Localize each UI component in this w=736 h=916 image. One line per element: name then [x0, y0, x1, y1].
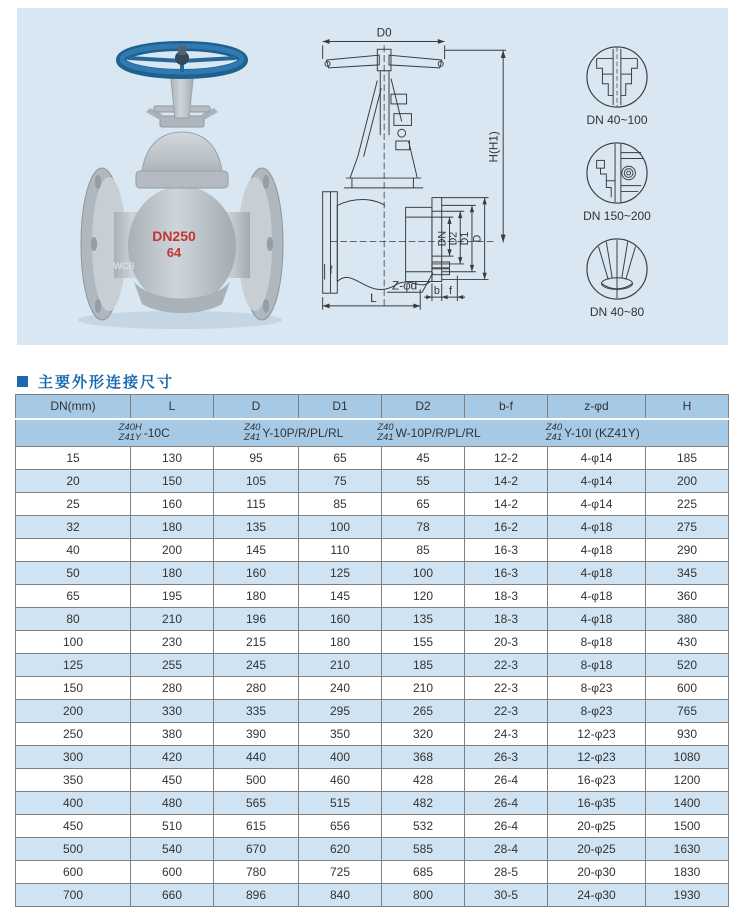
model-top: Z40 — [545, 421, 563, 433]
table-cell: 350 — [299, 723, 382, 746]
table-cell: 180 — [299, 631, 382, 654]
table-cell: 245 — [214, 654, 299, 677]
table-cell: 22-3 — [465, 677, 548, 700]
table-cell: 510 — [131, 815, 214, 838]
table-cell: 600 — [646, 677, 729, 700]
table-cell: 295 — [299, 700, 382, 723]
table-row — [16, 470, 729, 493]
model-bottom: Z41 — [377, 431, 394, 443]
table-cell: 26-4 — [465, 769, 548, 792]
table-cell: 180 — [131, 516, 214, 539]
valve-material-marking: WCB — [113, 261, 135, 271]
table-cell: 25 — [16, 493, 131, 516]
table-cell: 380 — [131, 723, 214, 746]
table-cell: 4-φ14 — [548, 470, 646, 493]
table-cell: 75 — [299, 470, 382, 493]
dim-label-h: H(H1) — [487, 131, 501, 163]
table-cell: 450 — [131, 769, 214, 792]
detail-view-3 — [585, 237, 649, 319]
table-cell: 840 — [299, 884, 382, 907]
model-designation-3 — [377, 423, 481, 444]
table-cell: 780 — [214, 861, 299, 884]
model-suffix: Y-10I (KZ41Y) — [564, 425, 640, 440]
table-row — [16, 447, 729, 470]
model-bottom: Z41 — [545, 431, 563, 443]
dimension-table-body — [16, 447, 729, 907]
detail-drawing-3 — [585, 237, 649, 301]
table-cell: 765 — [646, 700, 729, 723]
table-row — [16, 608, 729, 631]
table-cell: 275 — [646, 516, 729, 539]
table-cell: 1400 — [646, 792, 729, 815]
table-cell: 65 — [299, 447, 382, 470]
detail-label: DN 40~100 — [586, 113, 648, 127]
table-cell: 22-3 — [465, 700, 548, 723]
table-cell: 500 — [214, 769, 299, 792]
table-cell: 20-φ25 — [548, 815, 646, 838]
table-cell: 26-3 — [465, 746, 548, 769]
table-cell: 65 — [382, 493, 465, 516]
table-cell: 100 — [382, 562, 465, 585]
table-cell: 26-4 — [465, 815, 548, 838]
table-cell: 22-3 — [465, 654, 548, 677]
table-cell: 210 — [382, 677, 465, 700]
model-suffix: Y-10P/R/PL/RL — [262, 425, 344, 440]
detail-drawing-2 — [585, 141, 649, 205]
table-row — [16, 516, 729, 539]
table-cell: 600 — [16, 861, 131, 884]
table-cell: 16-φ23 — [548, 769, 646, 792]
table-row — [16, 631, 729, 654]
illustration-panel — [17, 8, 728, 345]
table-cell: 100 — [299, 516, 382, 539]
table-row — [16, 769, 729, 792]
table-cell: 532 — [382, 815, 465, 838]
table-cell: 4-φ18 — [548, 562, 646, 585]
table-cell: 65 — [16, 585, 131, 608]
section-title — [17, 371, 174, 392]
detail-view-1 — [585, 45, 649, 127]
detail-label: DN 40~80 — [589, 305, 645, 319]
table-cell: 40 — [16, 539, 131, 562]
dim-label-d1: D1 — [459, 231, 472, 246]
table-row — [16, 838, 729, 861]
table-row — [16, 493, 729, 516]
table-cell: 14-2 — [465, 493, 548, 516]
table-cell: 20-φ25 — [548, 838, 646, 861]
table-cell: 400 — [299, 746, 382, 769]
table-cell: 4-φ18 — [548, 539, 646, 562]
dim-label-z-phi-d: Z-φd — [392, 279, 418, 293]
table-cell: 28-4 — [465, 838, 548, 861]
table-cell: 585 — [382, 838, 465, 861]
table-cell: 32 — [16, 516, 131, 539]
table-cell: 200 — [131, 539, 214, 562]
col-header-dn: DN(mm) — [16, 395, 131, 419]
dim-label-d0: D0 — [376, 26, 392, 40]
table-cell: 615 — [214, 815, 299, 838]
table-cell: 600 — [131, 861, 214, 884]
model-designation-row — [16, 419, 729, 447]
table-cell: 180 — [131, 562, 214, 585]
table-cell: 160 — [214, 562, 299, 585]
table-cell: 20-3 — [465, 631, 548, 654]
table-row — [16, 562, 729, 585]
table-cell: 110 — [299, 539, 382, 562]
table-cell: 280 — [214, 677, 299, 700]
table-cell: 78 — [382, 516, 465, 539]
table-cell: 440 — [214, 746, 299, 769]
table-cell: 26-4 — [465, 792, 548, 815]
dim-label-f-left: f — [329, 264, 333, 277]
model-top: Z40H — [118, 421, 142, 433]
table-cell: 145 — [299, 585, 382, 608]
table-cell: 700 — [16, 884, 131, 907]
table-cell: 105 — [214, 470, 299, 493]
table-cell: 115 — [214, 493, 299, 516]
table-cell: 8-φ23 — [548, 677, 646, 700]
model-bottom: Z41Y — [118, 431, 142, 443]
table-cell: 12-2 — [465, 447, 548, 470]
table-cell: 540 — [131, 838, 214, 861]
model-top: Z40 — [377, 421, 394, 433]
table-cell: 360 — [646, 585, 729, 608]
table-cell: 330 — [131, 700, 214, 723]
table-cell: 4-φ14 — [548, 447, 646, 470]
title-bullet-icon — [17, 376, 28, 387]
model-designation-2 — [244, 423, 343, 444]
col-header-b-f: b-f — [465, 395, 548, 419]
table-cell: 8-φ18 — [548, 631, 646, 654]
table-cell: 125 — [16, 654, 131, 677]
table-cell: 20 — [16, 470, 131, 493]
model-stack — [244, 423, 260, 444]
table-cell: 16-2 — [465, 516, 548, 539]
table-cell: 24-φ30 — [548, 884, 646, 907]
table-cell: 430 — [646, 631, 729, 654]
model-stack — [546, 423, 562, 444]
model-designation-4 — [546, 423, 640, 444]
table-cell: 368 — [382, 746, 465, 769]
table-cell: 135 — [214, 516, 299, 539]
table-cell: 255 — [131, 654, 214, 677]
table-cell: 16-3 — [465, 539, 548, 562]
table-cell: 420 — [131, 746, 214, 769]
table-cell: 55 — [382, 470, 465, 493]
table-row — [16, 792, 729, 815]
table-cell: 685 — [382, 861, 465, 884]
table-cell: 210 — [131, 608, 214, 631]
col-header-d1: D1 — [299, 395, 382, 419]
table-cell: 460 — [299, 769, 382, 792]
col-header-l: L — [131, 395, 214, 419]
table-cell: 230 — [131, 631, 214, 654]
col-header-d2: D2 — [382, 395, 465, 419]
table-cell: 45 — [382, 447, 465, 470]
table-cell: 1930 — [646, 884, 729, 907]
table-cell: 400 — [16, 792, 131, 815]
model-designation-1 — [119, 423, 170, 444]
table-cell: 195 — [131, 585, 214, 608]
dim-label-dn: DN — [436, 230, 449, 247]
dim-label-d: D — [471, 234, 484, 243]
table-cell: 450 — [16, 815, 131, 838]
col-header-d: D — [214, 395, 299, 419]
table-cell: 335 — [214, 700, 299, 723]
table-cell: 100 — [16, 631, 131, 654]
table-cell: 250 — [16, 723, 131, 746]
table-cell: 345 — [646, 562, 729, 585]
table-cell: 1200 — [646, 769, 729, 792]
table-cell: 200 — [646, 470, 729, 493]
table-cell: 225 — [646, 493, 729, 516]
model-suffix: -10C — [143, 425, 170, 440]
dim-label-b: b — [433, 285, 440, 298]
table-cell: 155 — [382, 631, 465, 654]
table-row — [16, 585, 729, 608]
table-row — [16, 539, 729, 562]
table-row — [16, 723, 729, 746]
dimension-table — [15, 394, 729, 907]
table-cell: 8-φ23 — [548, 700, 646, 723]
model-stack — [377, 423, 393, 444]
table-cell: 15 — [16, 447, 131, 470]
dim-label-d2: D2 — [447, 231, 460, 246]
table-cell: 196 — [214, 608, 299, 631]
table-cell: 150 — [16, 677, 131, 700]
table-header-row — [16, 395, 729, 419]
valve-technical-drawing — [301, 20, 559, 342]
col-header-z-phi-d: z-φd — [548, 395, 646, 419]
table-row — [16, 884, 729, 907]
table-cell: 185 — [646, 447, 729, 470]
table-cell: 725 — [299, 861, 382, 884]
table-cell: 4-φ18 — [548, 608, 646, 631]
table-cell: 380 — [646, 608, 729, 631]
table-cell: 4-φ18 — [548, 516, 646, 539]
detail-label: DN 150~200 — [583, 209, 651, 223]
table-cell: 185 — [382, 654, 465, 677]
model-stack — [119, 423, 142, 444]
table-cell: 200 — [16, 700, 131, 723]
model-designation-cell — [16, 419, 729, 447]
table-cell: 28-5 — [465, 861, 548, 884]
table-cell: 520 — [646, 654, 729, 677]
table-cell: 50 — [16, 562, 131, 585]
table-cell: 660 — [131, 884, 214, 907]
table-cell: 670 — [214, 838, 299, 861]
table-cell: 24-3 — [465, 723, 548, 746]
table-cell: 480 — [131, 792, 214, 815]
table-row — [16, 815, 729, 838]
valve-dn-marking: DN250 — [152, 228, 196, 244]
table-cell: 1080 — [646, 746, 729, 769]
table-cell: 800 — [382, 884, 465, 907]
table-cell: 515 — [299, 792, 382, 815]
valve-pn-marking: 64 — [166, 245, 182, 260]
table-cell: 160 — [299, 608, 382, 631]
table-row — [16, 861, 729, 884]
model-bottom: Z41 — [244, 431, 261, 443]
table-cell: 390 — [214, 723, 299, 746]
section-title-text: 主要外形连接尺寸 — [38, 374, 175, 391]
table-cell: 12-φ23 — [548, 723, 646, 746]
table-cell: 20-φ30 — [548, 861, 646, 884]
table-cell: 215 — [214, 631, 299, 654]
table-cell: 85 — [382, 539, 465, 562]
detail-drawing-1 — [585, 45, 649, 109]
table-cell: 135 — [382, 608, 465, 631]
table-cell: 930 — [646, 723, 729, 746]
table-cell: 240 — [299, 677, 382, 700]
table-cell: 290 — [646, 539, 729, 562]
table-cell: 18-3 — [465, 608, 548, 631]
dim-label-l: L — [370, 291, 377, 305]
table-cell: 12-φ23 — [548, 746, 646, 769]
table-cell: 4-φ18 — [548, 585, 646, 608]
table-row — [16, 654, 729, 677]
table-cell: 300 — [16, 746, 131, 769]
table-cell: 896 — [214, 884, 299, 907]
table-cell: 265 — [382, 700, 465, 723]
table-cell: 180 — [214, 585, 299, 608]
table-cell: 320 — [382, 723, 465, 746]
gate-valve-section-graphic — [301, 20, 559, 342]
table-cell: 428 — [382, 769, 465, 792]
table-cell: 4-φ14 — [548, 493, 646, 516]
table-cell: 145 — [214, 539, 299, 562]
table-cell: 120 — [382, 585, 465, 608]
table-cell: 80 — [16, 608, 131, 631]
dim-label-f-right: f — [448, 285, 452, 298]
table-cell: 95 — [214, 447, 299, 470]
valve-photo — [62, 20, 302, 342]
model-top: Z40 — [244, 421, 261, 433]
model-suffix: W-10P/R/PL/RL — [395, 425, 481, 440]
table-cell: 14-2 — [465, 470, 548, 493]
table-row — [16, 700, 729, 723]
detail-view-2 — [583, 141, 651, 223]
table-row — [16, 746, 729, 769]
table-cell: 85 — [299, 493, 382, 516]
table-cell: 18-3 — [465, 585, 548, 608]
table-cell: 160 — [131, 493, 214, 516]
table-cell: 1630 — [646, 838, 729, 861]
table-cell: 656 — [299, 815, 382, 838]
table-cell: 1500 — [646, 815, 729, 838]
table-cell: 620 — [299, 838, 382, 861]
table-cell: 130 — [131, 447, 214, 470]
gate-valve-photo-graphic — [62, 20, 302, 342]
table-cell: 16-3 — [465, 562, 548, 585]
col-header-h: H — [646, 395, 729, 419]
table-cell: 30-5 — [465, 884, 548, 907]
table-cell: 125 — [299, 562, 382, 585]
table-cell: 1830 — [646, 861, 729, 884]
table-cell: 8-φ18 — [548, 654, 646, 677]
table-cell: 565 — [214, 792, 299, 815]
table-row — [16, 677, 729, 700]
table-cell: 210 — [299, 654, 382, 677]
table-cell: 350 — [16, 769, 131, 792]
table-cell: 150 — [131, 470, 214, 493]
detail-views — [557, 45, 677, 333]
table-cell: 500 — [16, 838, 131, 861]
table-cell: 16-φ35 — [548, 792, 646, 815]
table-cell: 280 — [131, 677, 214, 700]
table-cell: 482 — [382, 792, 465, 815]
